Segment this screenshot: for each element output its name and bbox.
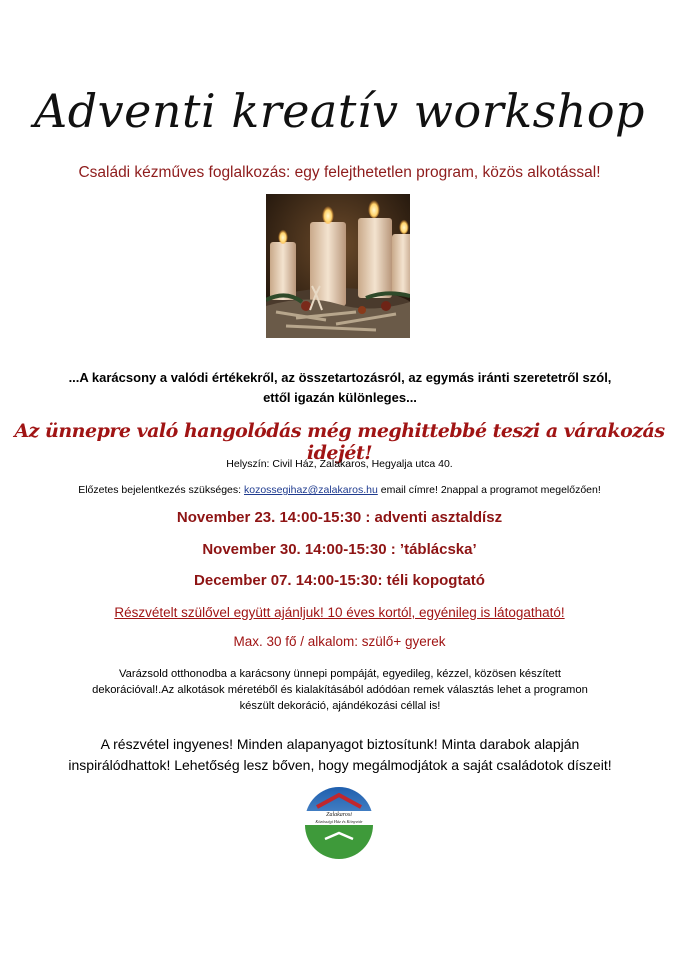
logo-line-1: Zalakarosi [326, 812, 352, 818]
session-2: November 30. 14:00-15:30 : ’táblácska’ [202, 541, 477, 558]
motto: Az ünnepre való hangolódás még meghittebbé teszi a várakozás idejét! [14, 420, 665, 464]
location-text: Helyszín: Civil Ház, Zalakaros, Hegyalja utca 40. [226, 458, 453, 470]
description-line-1: Varázsold otthonodba a karácsony ünnepi pompáját, egyedileg, kézzel, közösen készített [119, 668, 561, 680]
page-title: Adventi kreatív workshop [34, 84, 645, 138]
free-line-2: inspirálódhattok! Lehetőség lesz bőven, hogy megálmodjátok a saját családotok díszeit! [68, 757, 612, 773]
description-line-3: készült dekoráció, ajándékozási céllal is! [239, 700, 441, 712]
intro-line-2: ettől igazán különleges... [263, 390, 417, 405]
session-3: December 07. 14:00-15:30: téli kopogtató [194, 572, 485, 589]
participation-note: Részvételt szülővel együtt ajánljuk! 10 éves kortól, egyénileg is látogatható! [114, 605, 565, 620]
signup-text [0, 484, 679, 496]
advent-candles-photo [266, 194, 410, 338]
description [70, 666, 610, 714]
intro-text [40, 368, 640, 408]
email-link[interactable]: kozossegihaz@zalakaros.hu [243, 484, 378, 496]
subtitle: Családi kézműves foglalkozás: egy felejthetetlen program, közös alkotással! [78, 164, 601, 181]
free-participation-text [40, 734, 640, 776]
session-1: November 23. 14:00-15:30 : adventi asztaldísz [176, 509, 503, 526]
free-line-1: A részvétel ingyenes! Minden alapanyagot biztosítunk! Minta darabok alapján [100, 736, 580, 752]
signup-suffix: email címre! 2nappal a programot megelőzően! [377, 484, 601, 496]
candles-image [266, 194, 410, 338]
logo-graphic [301, 783, 377, 859]
library-logo [301, 783, 377, 859]
logo-line-2: Közösségi Ház és Könyvtár [315, 819, 363, 824]
intro-line-1: ...A karácsony a valódi értékekről, az összetartozásról, az egymás iránti szeretetről szól, [68, 370, 612, 385]
capacity-note: Max. 30 fő / alkalom: szülő+ gyerek [233, 634, 446, 649]
signup-prefix: Előzetes bejelentkezés szükséges: [78, 484, 244, 496]
description-line-2: dekorációval!.Az alkotások méretéből és kialakításából adódóan remek választás lehet a programon [92, 684, 588, 696]
